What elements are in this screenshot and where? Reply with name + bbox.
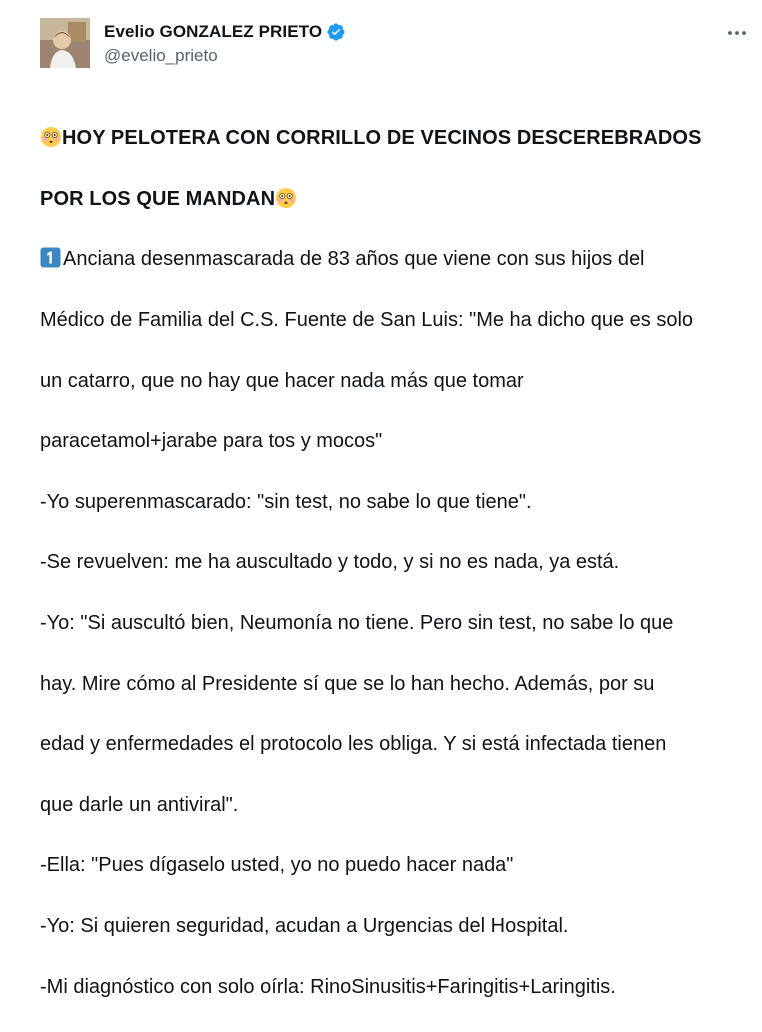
- tweet-line-8: hay. Mire cómo al Presidente sí que se lo han hecho. Además, por su: [40, 672, 655, 695]
- tweet-line-11: -Ella: "Pues dígaselo usted, yo no puedo hacer nada": [40, 854, 514, 877]
- more-options-icon[interactable]: [726, 22, 748, 44]
- tweet-line-4: paracetamol+jarabe para tos y mocos": [40, 430, 383, 453]
- keycap-one-emoji: [40, 247, 61, 268]
- tweet-line-2: Médico de Familia del C.S. Fuente de San Luis: "Me ha dicho que es solo: [40, 309, 694, 332]
- tweet-line-1: [40, 244, 752, 274]
- author-handle[interactable]: @evelio_prieto: [104, 46, 218, 65]
- tweet-line-6: -Se revuelven: me ha auscultado y todo, y si no es nada, ya está.: [40, 551, 620, 574]
- author-names: [104, 20, 346, 66]
- tweet-text: [40, 93, 752, 1032]
- avatar[interactable]: [40, 18, 90, 68]
- tweet-line-9: edad y enfermedades el protocolo les obliga. Y si está infectada tienen: [40, 733, 667, 756]
- tweet-line-10: que darle un antiviral".: [40, 793, 239, 816]
- tweet-line-3: un catarro, que no hay que hacer nada más que tomar: [40, 369, 524, 392]
- tweet-line-7: -Yo: "Si auscultó bien, Neumonía no tiene. Pero sin test, no sabe lo que: [40, 612, 674, 635]
- tweet-title-line-2: [40, 184, 752, 214]
- verified-badge-icon: [326, 22, 346, 42]
- tweet-line-5: -Yo superenmascarado: "sin test, no sabe lo que tiene".: [40, 490, 532, 513]
- tweet-title-line-1: [40, 123, 752, 153]
- flushed-face-emoji: [40, 126, 62, 148]
- tweet-line-13: -Mi diagnóstico con solo oírla: RinoSinusitis+Faringitis+Laringitis.: [40, 975, 616, 998]
- tweet-header: [40, 18, 752, 70]
- tweet-line-12: -Yo: Si quieren seguridad, acudan a Urgencias del Hospital.: [40, 915, 569, 938]
- display-name[interactable]: Evelio GONZALEZ PRIETO: [104, 22, 323, 41]
- display-name-row: [104, 20, 346, 44]
- tweet-title-text-1: HOY PELOTERA CON CORRILLO DE VECINOS DESCEREBRADOS: [62, 127, 702, 150]
- tweet-line-text: Anciana desenmascarada de 83 años que viene con sus hijos del: [63, 248, 645, 271]
- flushed-face-emoji: [275, 187, 297, 209]
- tweet-title-text-2: POR LOS QUE MANDAN: [40, 187, 276, 210]
